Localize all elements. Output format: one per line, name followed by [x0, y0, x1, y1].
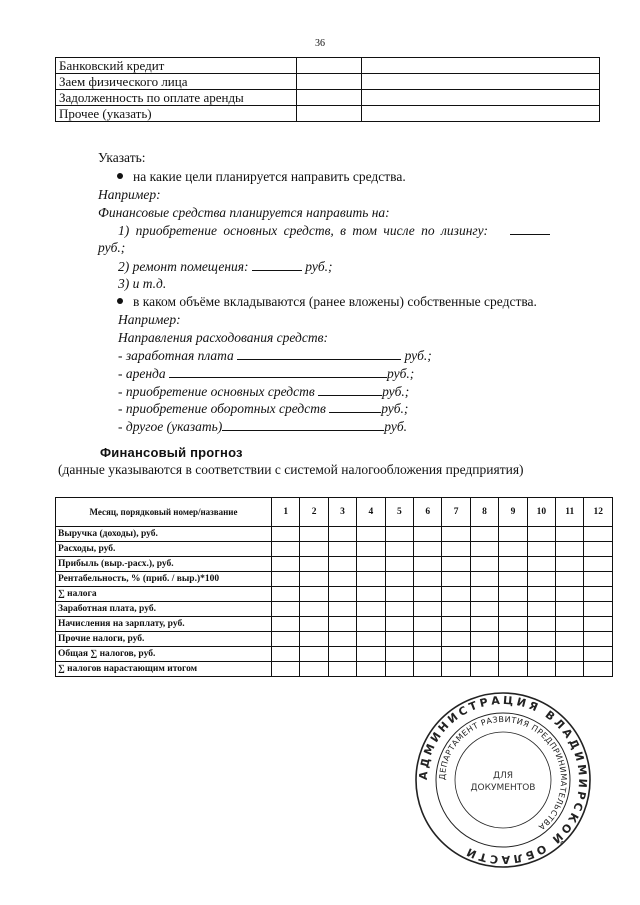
blank-field — [169, 365, 387, 378]
row-label: Прибыль (выр.-расх.), руб. — [56, 557, 272, 572]
cell — [297, 106, 362, 122]
month-header: 6 — [414, 498, 442, 527]
forecast-subtitle: (данные указываются в соответствии с системой налогообложения предприятия) — [58, 462, 524, 477]
table-row — [56, 662, 613, 677]
cell — [362, 106, 600, 122]
expense-salary — [118, 347, 432, 364]
stamp-center-line1: ДЛЯ — [492, 771, 514, 781]
expense-other — [118, 418, 407, 435]
row-label: Рентабельность, % (приб. / выр.)*100 — [56, 572, 272, 587]
bullet-text: в каком объёме вкладываются (ранее вложены) собственные средства. — [133, 294, 537, 309]
forecast-header-row — [56, 498, 613, 527]
funding-sources-table — [55, 57, 600, 122]
stamp-center-line2: ДОКУМЕНТОВ — [470, 783, 536, 793]
official-stamp — [413, 690, 593, 870]
blank-field — [252, 258, 302, 271]
expense-rent — [118, 365, 414, 382]
cell — [297, 90, 362, 106]
blank-field — [237, 347, 401, 360]
expense-unit: руб.; — [381, 401, 409, 416]
blank-field — [318, 383, 382, 396]
expense-text: - заработная плата — [118, 348, 234, 363]
header-label: Месяц, порядковый номер/название — [56, 498, 272, 527]
expense-unit: руб. — [384, 419, 408, 434]
table-row — [56, 617, 613, 632]
month-header: 4 — [357, 498, 385, 527]
item-1-unit: руб.; — [98, 240, 126, 255]
item-3: 3) и т.д. — [118, 276, 167, 291]
month-header: 3 — [328, 498, 356, 527]
expense-text: - аренда — [118, 366, 166, 381]
row-label: Заем физического лица — [56, 74, 297, 90]
month-header: 1 — [272, 498, 300, 527]
specify-label: Указать: — [98, 150, 146, 165]
row-label: Начисления на зарплату, руб. — [56, 617, 272, 632]
item-2-unit: руб.; — [305, 259, 333, 274]
blank-field — [329, 400, 381, 413]
table-row — [56, 90, 600, 106]
stamp-middle-text: ДЕПАРТАМЕНТ РАЗВИТИЯ ПРЕДПРИНИМАТЕЛЬСТВА — [437, 714, 569, 832]
month-header: 9 — [499, 498, 527, 527]
row-label: Задолженность по оплате аренды — [56, 90, 297, 106]
bullet-own-funds — [117, 293, 537, 310]
expense-fixed-assets — [118, 383, 409, 400]
cell — [297, 58, 362, 74]
item-2-text: 2) ремонт помещения: — [118, 259, 249, 274]
table-row — [56, 587, 613, 602]
bullet-purpose — [117, 168, 406, 185]
table-row — [56, 632, 613, 647]
table-row — [56, 602, 613, 617]
forecast-title: Финансовый прогноз — [100, 445, 243, 460]
directions-label: Направления расходования средств: — [118, 330, 328, 345]
table-row — [56, 557, 613, 572]
row-label: Расходы, руб. — [56, 542, 272, 557]
blank-field — [222, 418, 384, 431]
table-row — [56, 647, 613, 662]
row-label: Банковский кредит — [56, 58, 297, 74]
funds-intro: Финансовые средства планируется направить на: — [98, 205, 390, 220]
month-header: 5 — [385, 498, 413, 527]
example-label-2: Например: — [118, 312, 181, 327]
cell — [362, 90, 600, 106]
item-1-text: 1) приобретение основных средств, в том числе по лизингу: — [118, 223, 488, 238]
table-row — [56, 527, 613, 542]
month-header: 10 — [527, 498, 555, 527]
row-label: Выручка (доходы), руб. — [56, 527, 272, 542]
cell — [297, 74, 362, 90]
example-label: Например: — [98, 187, 161, 202]
month-header: 8 — [470, 498, 498, 527]
month-header: 11 — [556, 498, 584, 527]
table-row — [56, 74, 600, 90]
row-label: ∑ налога — [56, 587, 272, 602]
expense-unit: руб.; — [382, 384, 410, 399]
row-label: ∑ налогов нарастающим итогом — [56, 662, 272, 677]
cell — [362, 74, 600, 90]
item-1 — [118, 222, 550, 239]
row-label: Общая ∑ налогов, руб. — [56, 647, 272, 662]
bullet-icon — [117, 298, 123, 304]
expense-text: - другое (указать) — [118, 419, 223, 434]
expense-text: - приобретение оборотных средств — [118, 401, 326, 416]
row-label: Прочие налоги, руб. — [56, 632, 272, 647]
forecast-table — [55, 497, 613, 677]
expense-working-capital — [118, 400, 408, 417]
expense-text: - приобретение основных средств — [118, 384, 315, 399]
page-number: 36 — [315, 38, 325, 49]
month-header: 12 — [584, 498, 613, 527]
row-label: Прочее (указать) — [56, 106, 297, 122]
table-row — [56, 572, 613, 587]
expense-unit: руб.; — [387, 366, 415, 381]
stamp-outer-text: АДМИНИСТРАЦИЯ ВЛАДИМИРСКОЙ ОБЛАСТИ — [416, 693, 590, 867]
month-header: 2 — [300, 498, 328, 527]
row-label: Заработная плата, руб. — [56, 602, 272, 617]
table-row — [56, 58, 600, 74]
item-2 — [118, 258, 333, 275]
month-header: 7 — [442, 498, 470, 527]
table-row — [56, 542, 613, 557]
expense-unit: руб.; — [404, 348, 432, 363]
blank-field — [510, 222, 550, 235]
bullet-text: на какие цели планируется направить средства. — [133, 169, 406, 184]
cell — [362, 58, 600, 74]
bullet-icon — [117, 173, 123, 179]
table-row — [56, 106, 600, 122]
